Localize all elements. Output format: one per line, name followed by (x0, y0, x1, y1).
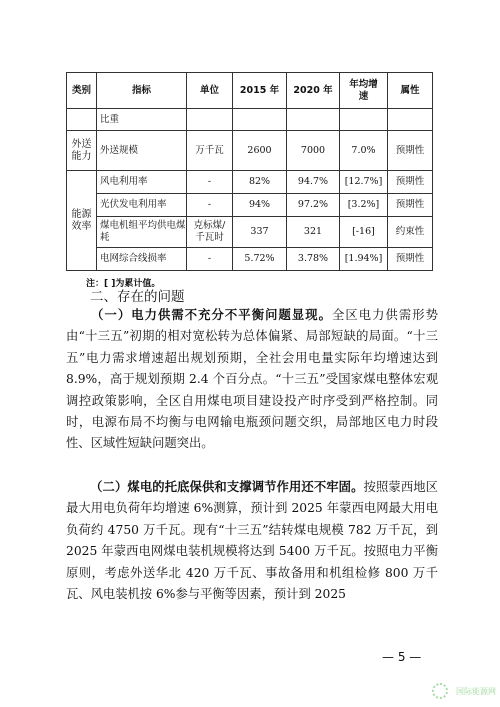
value-2015-cell: 94% (233, 194, 287, 217)
unit-cell: - (187, 194, 233, 217)
watermark-logo (432, 681, 496, 703)
table-header-row (67, 73, 433, 109)
category-cell-efficiency: 能源 效率 (67, 171, 97, 271)
growth-cell: [12.7%] (340, 171, 388, 194)
table-row (67, 109, 433, 131)
table-row (67, 194, 433, 217)
growth-cell: [3.2%] (340, 194, 388, 217)
paragraph-title: （一）电力供需不充分不平衡问题显现。 (90, 308, 332, 322)
col-header-growth: 年均增 速 (340, 73, 388, 109)
category-cell-empty (67, 109, 97, 131)
col-header-unit: 单位 (187, 73, 233, 109)
page-number: — 5 — (382, 650, 422, 664)
paragraph-body: 按照蒙西地区最大用电负荷年均增速 6%测算，预计到 2025 年蒙西电网最大用电负荷约 4750 万千瓦。现有“十三五”结转煤电规模 782 万千瓦，到 2025 年蒙西电网煤电装机规模将达到 5400 万千瓦。按照电力平衡原则，考虑外送华北 420 万千瓦、事故备用和机组检修 800 万千瓦、风电装机按 6%参与平衡等因素，预计到 2025 (66, 480, 438, 602)
table-row (67, 248, 433, 271)
value-2020-cell: 321 (287, 217, 340, 248)
unit-cell (187, 109, 233, 131)
unit-cell: 万千瓦 (187, 131, 233, 171)
indicator-table (66, 72, 433, 271)
table-row (67, 217, 433, 248)
value-2015-cell: 337 (233, 217, 287, 248)
col-header-category: 类别 (67, 73, 97, 109)
indicator-cell: 外送规模 (97, 131, 187, 171)
col-header-indicator: 指标 (97, 73, 187, 109)
value-2020-cell: 7000 (287, 131, 340, 171)
paragraph-supply-demand (66, 305, 438, 455)
sun-icon (432, 683, 448, 699)
col-header-attribute: 属性 (388, 73, 433, 109)
indicator-cell: 风电利用率 (97, 171, 187, 194)
indicator-cell: 电网综合线损率 (97, 248, 187, 271)
value-2020-cell: 94.7% (287, 171, 340, 194)
indicator-cell: 光伏发电利用率 (97, 194, 187, 217)
col-header-2020: 2020 年 (287, 73, 340, 109)
growth-cell: 7.0% (340, 131, 388, 171)
table-row (67, 171, 433, 194)
paragraph-body: 全区电力供需形势由“十三五”初期的相对宽松转为总体偏紧、局部短缺的局面。“十三五”电力需求增速超出规划预期，全社会用电量实际年均增速达到 8.9%，高于规划预期 2.4 个百分点。“十三五”受国家煤电整体宏观调控政策影响，全区自用煤电项目建设投产时序受到严格控制。同时，电源布局不均衡与电网输电瓶颈问题交织，局部地区电力时段性、区域性短缺问题突出。 (66, 308, 438, 451)
attribute-cell: 预期性 (388, 171, 433, 194)
attribute-cell: 预期性 (388, 131, 433, 171)
col-header-2015: 2015 年 (233, 73, 287, 109)
value-2015-cell (233, 109, 287, 131)
table-row (67, 131, 433, 171)
unit-cell: - (187, 171, 233, 194)
indicator-cell: 煤电机组平均供电煤 耗 (97, 217, 187, 248)
value-2015-cell: 82% (233, 171, 287, 194)
growth-cell (340, 109, 388, 131)
category-cell-outbound: 外送 能力 (67, 131, 97, 171)
section-heading: 二、存在的问题 (90, 289, 185, 305)
growth-cell: [1.94%] (340, 248, 388, 271)
value-2015-cell: 5.72% (233, 248, 287, 271)
value-2015-cell: 2600 (233, 131, 287, 171)
growth-cell: [-16] (340, 217, 388, 248)
table-note: 注：[ ]为累计值。 (86, 279, 161, 289)
attribute-cell: 预期性 (388, 194, 433, 217)
attribute-cell (388, 109, 433, 131)
attribute-cell: 预期性 (388, 248, 433, 271)
value-2020-cell (287, 109, 340, 131)
paragraph-title: （二）煤电的托底保供和支撑调节作用还不牢固。 (90, 480, 364, 494)
paragraph-coal-power (66, 477, 438, 605)
unit-cell: 克标煤/ 千瓦时 (187, 217, 233, 248)
value-2020-cell: 97.2% (287, 194, 340, 217)
value-2020-cell: 3.78% (287, 248, 340, 271)
unit-cell: - (187, 248, 233, 271)
indicator-cell: 比重 (97, 109, 187, 131)
attribute-cell: 约束性 (388, 217, 433, 248)
watermark-text: 国际能源网 (456, 687, 496, 696)
